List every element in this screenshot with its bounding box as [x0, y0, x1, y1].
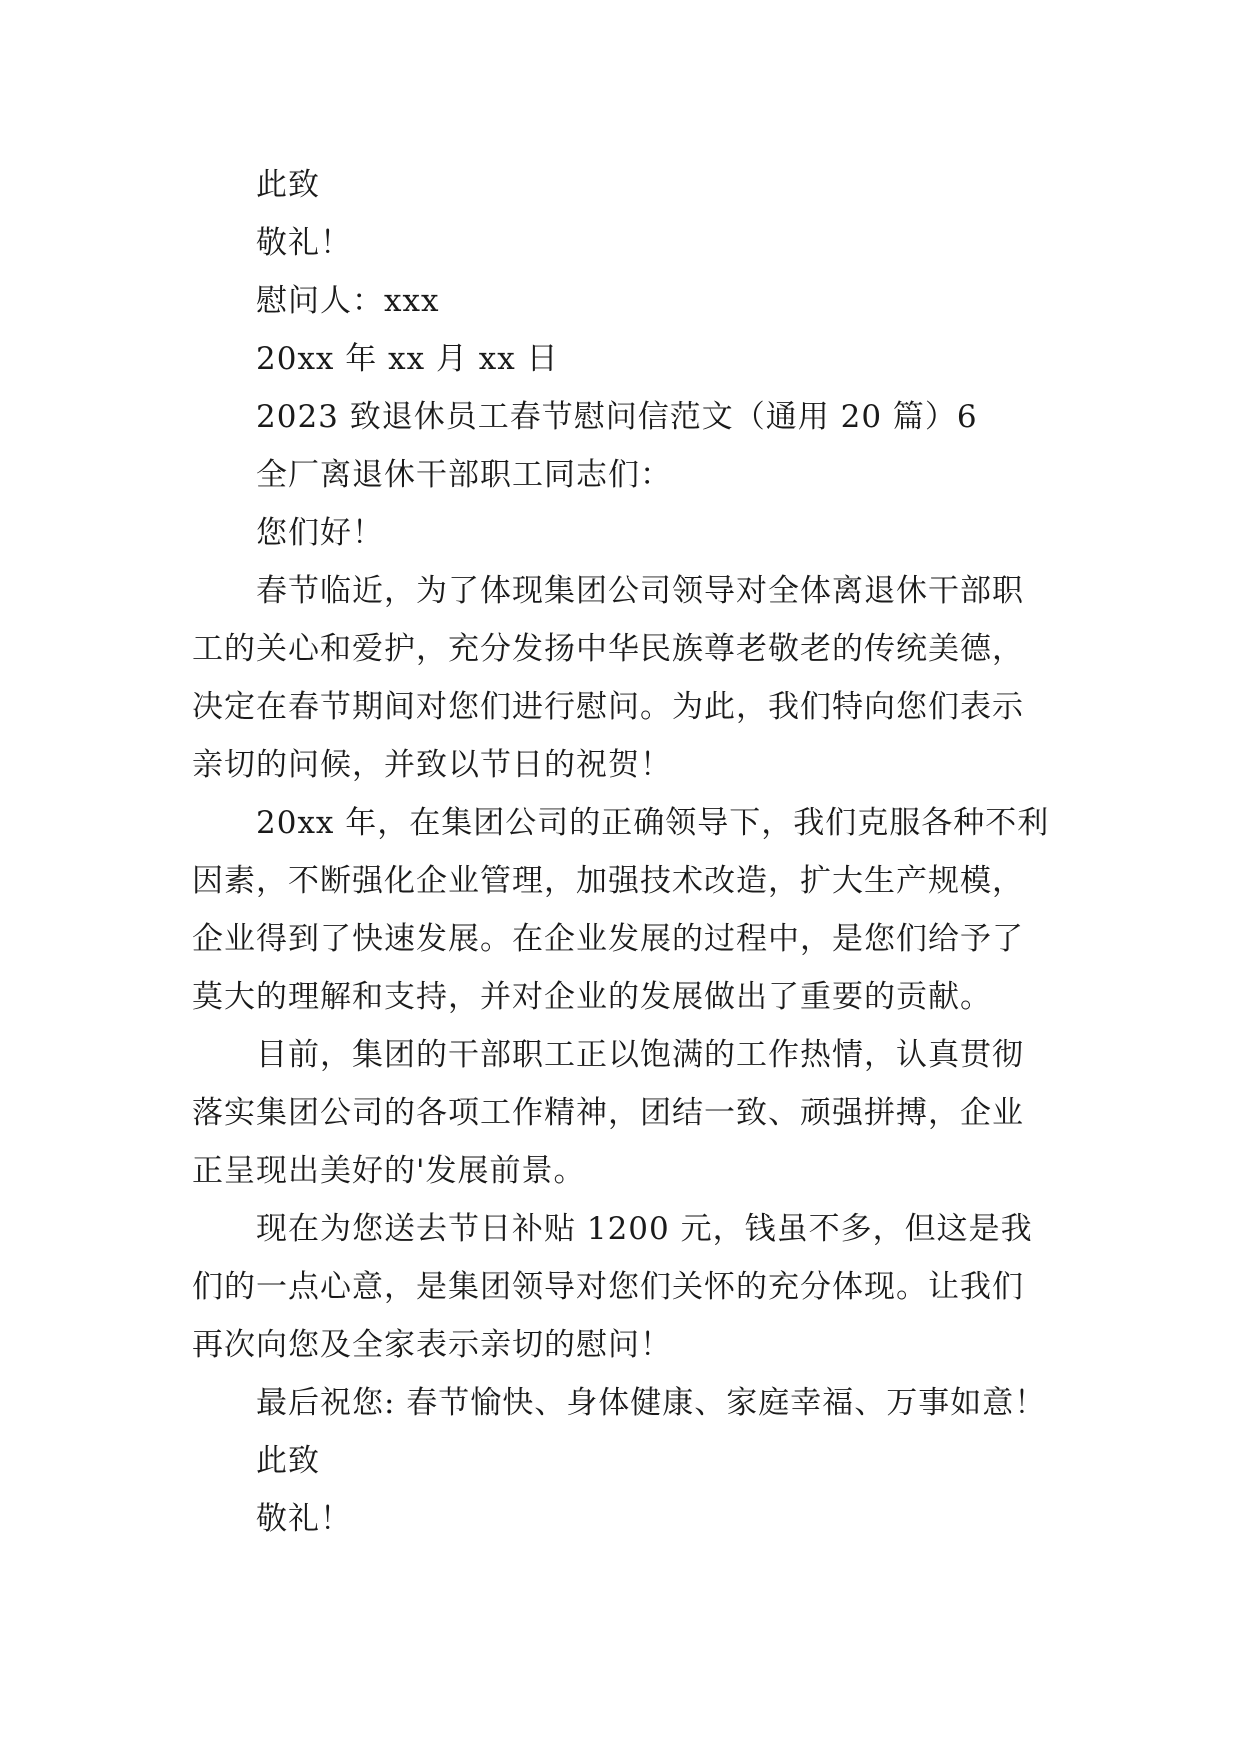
- closing-salutation: 此致: [256, 167, 320, 203]
- paragraph-line: 正呈现出美好的'发展前景。: [192, 1153, 586, 1189]
- greeting-hello: 您们好！: [256, 515, 384, 551]
- paragraph-line: 亲切的问候，并致以节日的祝贺！: [192, 747, 672, 783]
- paragraph-line: 决定在春节期间对您们进行慰问。为此，我们特向您们表示: [192, 689, 1024, 725]
- paragraph-line: 莫大的理解和支持，并对企业的发展做出了重要的贡献。: [192, 979, 992, 1015]
- date-line: 20xx 年 xx 月 xx 日: [256, 341, 559, 377]
- closing-regards: 敬礼！: [256, 1501, 352, 1537]
- paragraph-line: 工的关心和爱护，充分发扬中华民族尊老敬老的传统美德，: [192, 631, 1024, 667]
- letter-title: 2023 致退休员工春节慰问信范文（通用 20 篇）6: [256, 399, 978, 435]
- closing-regards: 敬礼！: [256, 225, 352, 261]
- paragraph-line: 现在为您送去节日补贴 1200 元，钱虽不多，但这是我: [256, 1211, 1033, 1247]
- paragraph-line: 们的一点心意，是集团领导对您们关怀的充分体现。让我们: [192, 1269, 1024, 1305]
- paragraph-line: 再次向您及全家表示亲切的慰问！: [192, 1327, 672, 1363]
- paragraph-line: 落实集团公司的各项工作精神，团结一致、顽强拼搏，企业: [192, 1095, 1024, 1131]
- paragraph-line: 春节临近，为了体现集团公司领导对全体离退休干部职: [256, 573, 1024, 609]
- closing-salutation: 此致: [256, 1443, 320, 1479]
- signature-line: 慰问人：xxx: [256, 283, 440, 319]
- greeting-recipients: 全厂离退休干部职工同志们：: [256, 457, 672, 493]
- closing-wishes: 最后祝您: 春节愉快、身体健康、家庭幸福、万事如意！: [256, 1385, 1047, 1421]
- paragraph-line: 目前，集团的干部职工正以饱满的工作热情，认真贯彻: [256, 1037, 1024, 1073]
- paragraph-line: 20xx 年，在集团公司的正确领导下，我们克服各种不利: [256, 805, 1050, 841]
- paragraph-line: 因素，不断强化企业管理，加强技术改造，扩大生产规模，: [192, 863, 1024, 899]
- paragraph-line: 企业得到了快速发展。在企业发展的过程中，是您们给予了: [192, 921, 1024, 957]
